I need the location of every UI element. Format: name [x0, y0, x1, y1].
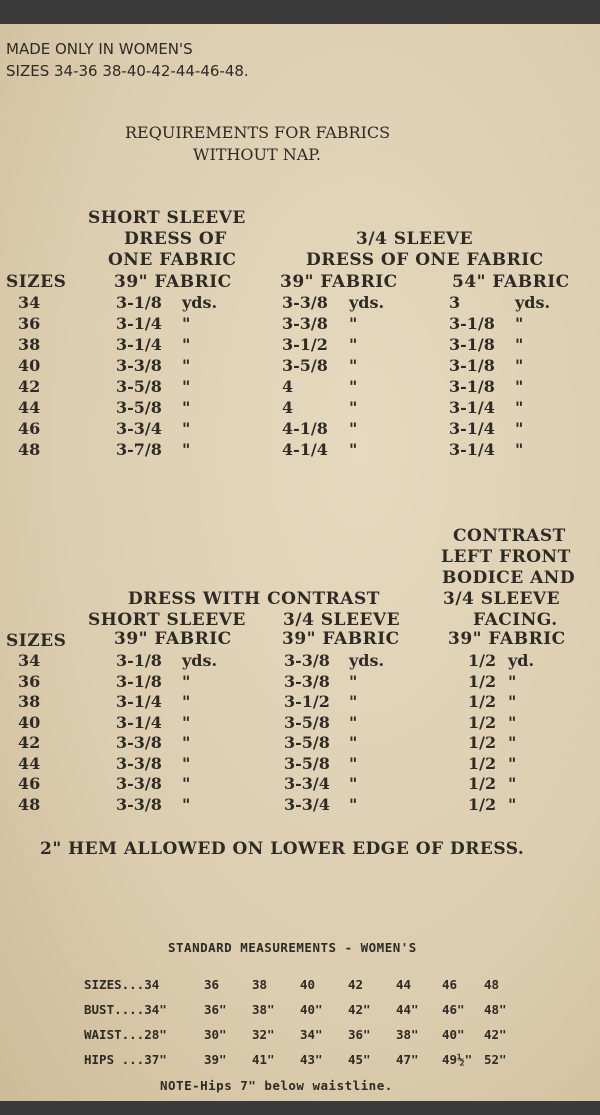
t1-cell-am: " — [182, 335, 191, 354]
t1-sizes-label: SIZES — [6, 272, 67, 292]
t2-cell-cm: " — [508, 753, 517, 773]
t2-cell-c: 1/2 — [468, 753, 497, 773]
measurement-value: 36" — [348, 1027, 371, 1042]
t1-cell-bm: " — [349, 335, 358, 354]
t2-cell-a: 3-3/8 — [116, 794, 162, 814]
t1-cell-bm: " — [349, 314, 358, 333]
t1-cell-c: 3-1/4 — [449, 440, 495, 459]
measurement-value: 36" — [204, 1002, 227, 1017]
t1-cell-bm: yds. — [349, 293, 385, 312]
measurement-row — [0, 977, 600, 999]
measurement-value: 40" — [300, 1002, 323, 1017]
t2-cell-am: " — [182, 712, 191, 732]
measurement-value: 36 — [204, 977, 220, 992]
t2-cell-b: 3-3/8 — [284, 671, 330, 691]
t1-table-row — [0, 356, 600, 377]
t1-cell-cm: " — [515, 356, 524, 375]
t1-cell-b: 4-1/4 — [282, 440, 328, 459]
measurement-value: 38" — [396, 1027, 419, 1042]
t1-cell-size: 44 — [18, 398, 41, 417]
hem-note: 2" HEM ALLOWED ON LOWER EDGE OF DRESS. — [40, 839, 525, 859]
t1-cell-am: " — [182, 440, 191, 459]
t2-cell-size: 36 — [18, 671, 41, 691]
measurement-value: 40 — [300, 977, 316, 992]
t2-table-row — [0, 774, 600, 795]
t1-cell-cm: " — [515, 398, 524, 417]
t1-cell-a: 3-5/8 — [116, 377, 162, 396]
measurement-value: 30" — [204, 1027, 227, 1042]
measurement-value: 39" — [204, 1052, 227, 1067]
measurement-value: 41" — [252, 1052, 275, 1067]
t2-cell-a: 3-3/8 — [116, 774, 162, 793]
t2-dress-contrast-header: DRESS WITH CONTRAST — [128, 589, 380, 609]
t1-col2-header: 39" FABRIC — [280, 272, 398, 292]
t1-cell-cm: yds. — [515, 293, 551, 312]
measurement-value: 32" — [252, 1027, 275, 1042]
t2-bodice-header: BODICE AND — [442, 568, 576, 588]
t2-cell-am: " — [182, 671, 191, 691]
t2-cell-size: 48 — [18, 794, 41, 814]
t2-cell-b: 3-5/8 — [284, 712, 330, 732]
t1-cell-c: 3-1/4 — [449, 419, 495, 438]
t2-cell-cm: " — [508, 733, 517, 752]
measurement-value: 44 — [396, 977, 412, 992]
t1-cell-b: 4 — [282, 398, 294, 417]
bottom-border — [0, 1101, 600, 1115]
t1-cell-c: 3-1/4 — [449, 398, 495, 417]
t2-table-row — [0, 795, 600, 816]
measurement-label: BUST....34" — [84, 1002, 167, 1017]
t1-cell-c: 3-1/8 — [449, 356, 495, 375]
t1-cell-b: 3-3/8 — [282, 293, 328, 312]
t2-left-front-header: LEFT FRONT — [441, 547, 571, 567]
requirements-title: REQUIREMENTS FOR FABRICS — [125, 123, 391, 142]
t2-cell-am: " — [182, 733, 191, 752]
t1-dress-one-fabric-header: DRESS OF ONE FABRIC — [306, 250, 544, 270]
measurement-value: 34" — [300, 1027, 323, 1042]
measurement-value: 47" — [396, 1052, 419, 1067]
t1-cell-size: 36 — [18, 314, 41, 333]
t1-cell-cm: " — [515, 314, 524, 333]
t2-cell-bm: " — [349, 712, 358, 732]
t1-cell-am: " — [182, 398, 191, 417]
t2-cell-cm: yd. — [508, 651, 535, 670]
t1-cell-size: 46 — [18, 419, 41, 438]
t1-col3-header: 54" FABRIC — [452, 272, 570, 292]
t1-cell-am: " — [182, 377, 191, 396]
t2-cell-c: 1/2 — [468, 794, 497, 814]
t2-table-row — [0, 692, 600, 713]
t2-col2-header: 39" FABRIC — [282, 629, 400, 649]
t1-dress-of-header: DRESS OF — [124, 229, 227, 249]
t1-cell-size: 40 — [18, 356, 41, 375]
t2-34-sleeve-header: 3/4 SLEEVE — [283, 610, 401, 630]
t2-cell-c: 1/2 — [468, 651, 497, 670]
t2-cell-am: " — [182, 794, 191, 814]
t2-cell-bm: yds. — [349, 651, 385, 670]
t1-cell-bm: " — [349, 419, 358, 438]
t2-col3-header: 39" FABRIC — [448, 629, 566, 649]
measurement-label: SIZES...34 — [84, 977, 160, 992]
t1-col1-header: 39" FABRIC — [114, 272, 232, 292]
t1-cell-a: 3-1/8 — [116, 293, 162, 312]
intro-line-1: MADE ONLY IN WOMEN'S — [6, 40, 193, 58]
t1-one-fabric-header: ONE FABRIC — [108, 250, 237, 270]
t2-cell-b: 3-3/8 — [284, 651, 330, 670]
t2-cell-b: 3-5/8 — [284, 753, 330, 773]
t2-cell-a: 3-1/4 — [116, 692, 162, 711]
t1-cell-am: " — [182, 356, 191, 375]
measurement-value: 49½" — [442, 1052, 473, 1067]
t2-cell-bm: " — [349, 671, 358, 691]
t2-cell-c: 1/2 — [468, 733, 497, 752]
t1-cell-c: 3 — [449, 293, 461, 312]
t1-cell-a: 3-3/8 — [116, 356, 162, 375]
t2-cell-cm: " — [508, 794, 517, 814]
measurement-value: 43" — [300, 1052, 323, 1067]
measurement-value: 45" — [348, 1052, 371, 1067]
t1-cell-cm: " — [515, 377, 524, 396]
measurement-value: 42 — [348, 977, 364, 992]
t2-cell-a: 3-1/8 — [116, 671, 162, 691]
t2-cell-a: 3-1/4 — [116, 712, 162, 732]
t1-cell-cm: " — [515, 335, 524, 354]
t2-cell-am: " — [182, 692, 191, 711]
t1-cell-bm: " — [349, 377, 358, 396]
t2-table-row — [0, 754, 600, 775]
t2-cell-b: 3-3/4 — [284, 774, 330, 793]
measurement-value: 38" — [252, 1002, 275, 1017]
measurement-value: 46 — [442, 977, 458, 992]
measurement-row — [0, 1052, 600, 1074]
t1-table-row — [0, 398, 600, 419]
t2-contrast-header: CONTRAST — [453, 526, 566, 546]
t2-cell-bm: " — [349, 733, 358, 752]
t1-cell-bm: " — [349, 398, 358, 417]
t1-cell-size: 48 — [18, 440, 41, 459]
t2-cell-size: 42 — [18, 733, 41, 752]
t2-cell-bm: " — [349, 774, 358, 793]
t1-cell-a: 3-3/4 — [116, 419, 162, 438]
t2-cell-cm: " — [508, 712, 517, 732]
t1-cell-size: 38 — [18, 335, 41, 354]
t1-cell-bm: " — [349, 356, 358, 375]
t1-cell-am: " — [182, 419, 191, 438]
t2-cell-size: 44 — [18, 753, 41, 773]
t2-cell-a: 3-3/8 — [116, 733, 162, 752]
measurement-value: 42" — [348, 1002, 371, 1017]
t2-short-sleeve-header: SHORT SLEEVE — [88, 610, 246, 630]
measurement-value: 44" — [396, 1002, 419, 1017]
t2-cell-bm: " — [349, 692, 358, 711]
t2-cell-am: " — [182, 753, 191, 773]
t1-34-sleeve-header: 3/4 SLEEVE — [356, 229, 474, 249]
t2-cell-am: yds. — [182, 651, 218, 670]
t1-table-row — [0, 377, 600, 398]
t2-col1-header: 39" FABRIC — [114, 629, 232, 649]
t1-cell-cm: " — [515, 419, 524, 438]
t1-cell-b: 3-5/8 — [282, 356, 328, 375]
t1-cell-b: 4 — [282, 377, 294, 396]
t2-cell-c: 1/2 — [468, 774, 497, 793]
t1-cell-b: 4-1/8 — [282, 419, 328, 438]
top-border — [0, 0, 600, 24]
t1-table-row — [0, 419, 600, 440]
t1-cell-c: 3-1/8 — [449, 335, 495, 354]
measurement-label: HIPS ...37" — [84, 1052, 167, 1067]
t2-cell-bm: " — [349, 794, 358, 814]
t2-cell-b: 3-1/2 — [284, 692, 330, 711]
t2-cell-size: 38 — [18, 692, 41, 711]
t2-facing-header: FACING. — [473, 610, 558, 630]
t2-cell-a: 3-3/8 — [116, 753, 162, 773]
t1-cell-bm: " — [349, 440, 358, 459]
measurements-note: NOTE-Hips 7" below waistline. — [160, 1078, 393, 1093]
t1-cell-size: 34 — [18, 293, 41, 312]
measurement-row — [0, 1002, 600, 1024]
measurement-value: 40" — [442, 1027, 465, 1042]
measurement-value: 48 — [484, 977, 500, 992]
intro-line-2: SIZES 34-36 38-40-42-44-46-48. — [6, 62, 249, 80]
t2-cell-size: 40 — [18, 712, 41, 732]
t2-34-sleeve-facing-header: 3/4 SLEEVE — [443, 589, 561, 609]
t1-table-row — [0, 335, 600, 356]
t1-cell-c: 3-1/8 — [449, 314, 495, 333]
t1-table-row — [0, 314, 600, 335]
t1-cell-c: 3-1/8 — [449, 377, 495, 396]
measurement-value: 48" — [484, 1002, 507, 1017]
t2-table-row — [0, 672, 600, 693]
t2-cell-c: 1/2 — [468, 712, 497, 732]
t1-cell-b: 3-3/8 — [282, 314, 328, 333]
t2-sizes-label: SIZES — [6, 631, 67, 651]
t2-cell-cm: " — [508, 671, 517, 691]
t2-cell-c: 1/2 — [468, 692, 497, 711]
t2-cell-bm: " — [349, 753, 358, 773]
t2-cell-cm: " — [508, 692, 517, 711]
t1-cell-am: yds. — [182, 293, 218, 312]
measurement-value: 52" — [484, 1052, 507, 1067]
t1-cell-b: 3-1/2 — [282, 335, 328, 354]
t2-table-row — [0, 713, 600, 734]
measurement-label: WAIST...28" — [84, 1027, 167, 1042]
t2-table-row — [0, 733, 600, 754]
t1-cell-cm: " — [515, 440, 524, 459]
t2-cell-c: 1/2 — [468, 671, 497, 691]
t1-table-row — [0, 293, 600, 314]
t2-cell-a: 3-1/8 — [116, 651, 162, 670]
t2-cell-size: 46 — [18, 774, 41, 793]
t2-cell-am: " — [182, 774, 191, 793]
measurement-value: 46" — [442, 1002, 465, 1017]
measurements-title: STANDARD MEASUREMENTS - WOMEN'S — [168, 940, 417, 955]
t1-cell-size: 42 — [18, 377, 41, 396]
requirements-subtitle: WITHOUT NAP. — [193, 145, 321, 164]
t1-table-row — [0, 440, 600, 461]
t2-table-row — [0, 651, 600, 672]
t1-cell-a: 3-7/8 — [116, 440, 162, 459]
t1-cell-a: 3-1/4 — [116, 314, 162, 333]
measurement-value: 38 — [252, 977, 268, 992]
t1-cell-am: " — [182, 314, 191, 333]
measurement-row — [0, 1027, 600, 1049]
t2-cell-size: 34 — [18, 651, 41, 670]
t2-cell-b: 3-5/8 — [284, 733, 330, 752]
t1-short-sleeve-header: SHORT SLEEVE — [88, 208, 246, 228]
t2-cell-cm: " — [508, 774, 517, 793]
t1-cell-a: 3-1/4 — [116, 335, 162, 354]
measurement-value: 42" — [484, 1027, 507, 1042]
t2-cell-b: 3-3/4 — [284, 794, 330, 814]
t1-cell-a: 3-5/8 — [116, 398, 162, 417]
